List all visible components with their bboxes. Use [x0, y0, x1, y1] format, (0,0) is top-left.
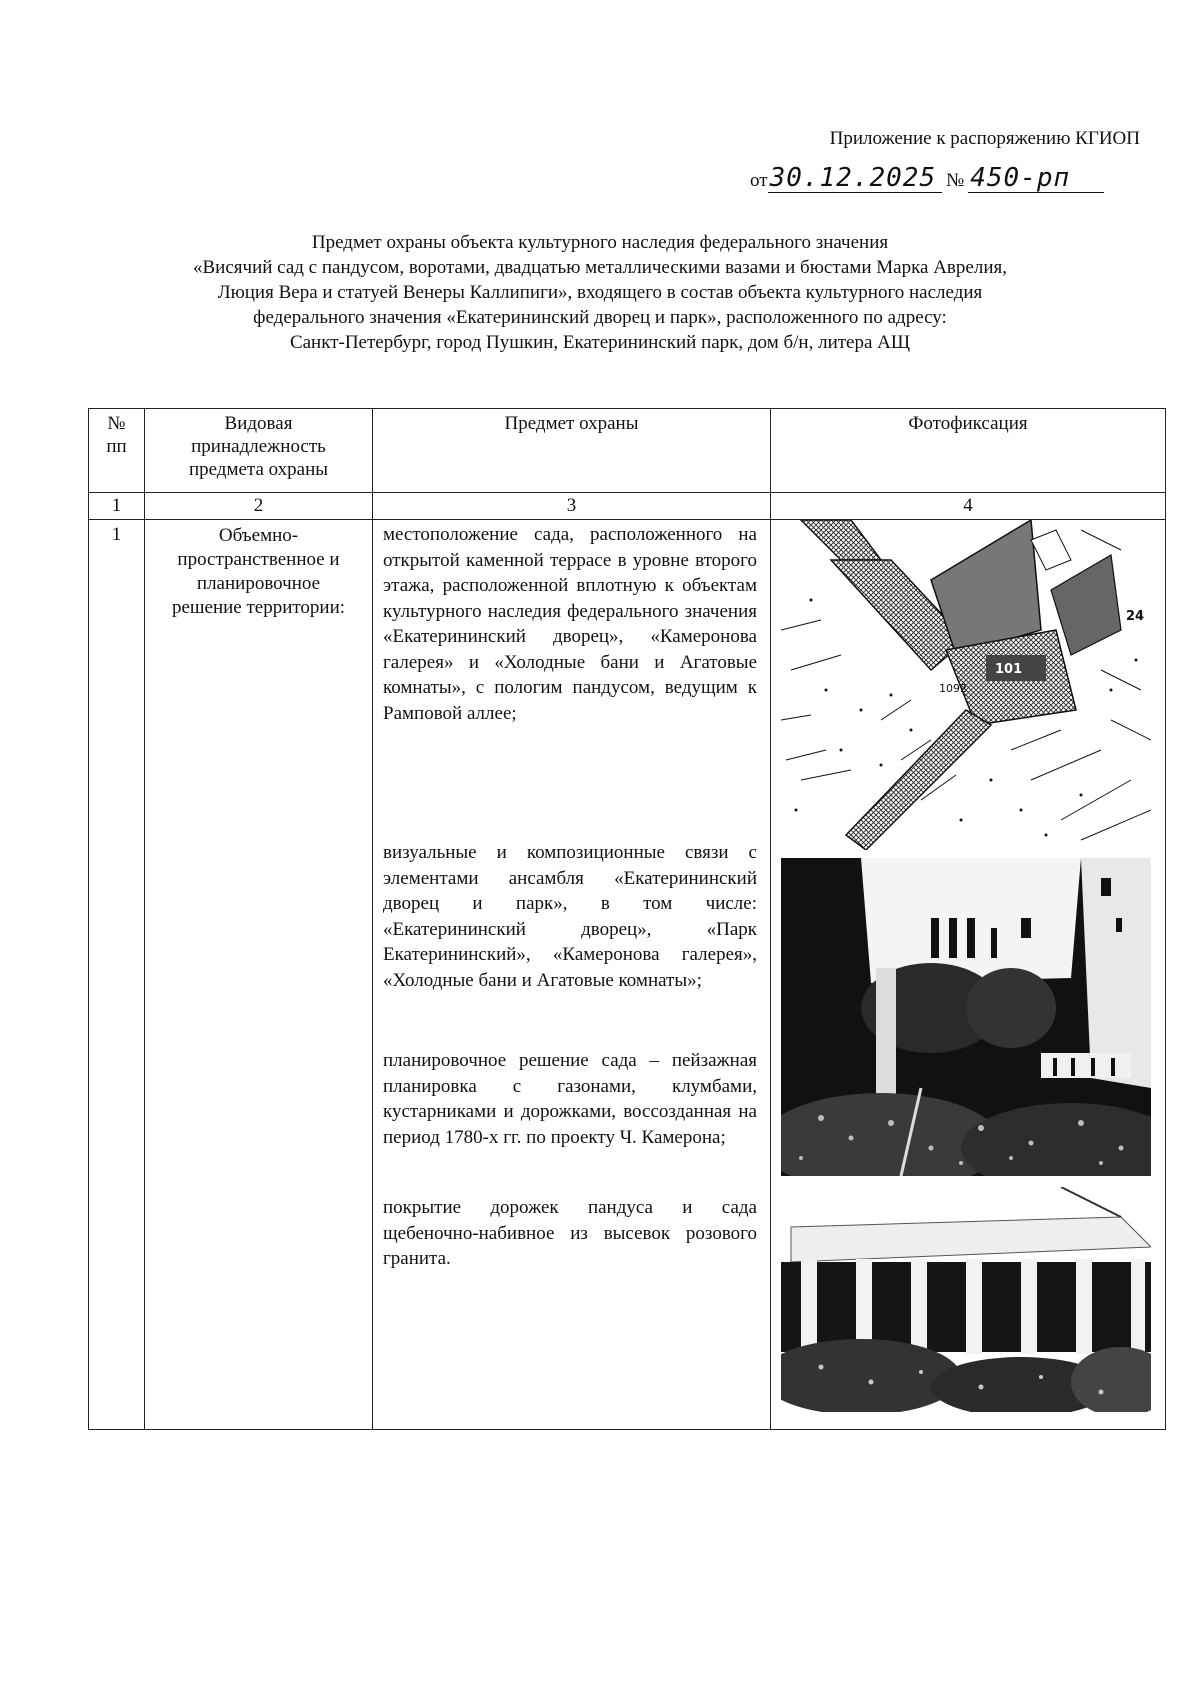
header-type-line: предмета охраны: [188, 459, 329, 480]
column-number: 1: [89, 493, 145, 520]
row-number: 1: [89, 520, 145, 1430]
title-line: Предмет охраны объекта культурного наследия федерального значения: [311, 232, 889, 253]
svg-text:101: 101: [995, 662, 1023, 677]
appendix-caption: Приложение к распоряжению КГИОП: [829, 128, 1140, 149]
map-photo: [781, 520, 1151, 850]
row-subjects: [373, 520, 771, 1430]
header-type: [145, 409, 373, 493]
header-subject: Предмет охраны: [373, 409, 771, 493]
header-type-line: Видовая: [224, 413, 293, 434]
column-number: 3: [373, 493, 771, 520]
document-title: [80, 230, 1120, 355]
cadastral-map-image: [781, 520, 1151, 850]
title-line: федерального значения «Екатерининский дворец и парк», расположенного по адресу:: [253, 307, 947, 328]
colonnade-photo: [781, 1187, 1151, 1412]
map-label: 24: [1126, 609, 1145, 624]
title-line: «Висячий сад с пандусом, воротами, двадцатью металлическими вазами и бюстами Марка Аврелия,: [193, 257, 1007, 278]
column-number: 2: [145, 493, 373, 520]
order-number: 450-рп: [968, 164, 1104, 193]
column-number: 4: [771, 493, 1166, 520]
facade-photo: [781, 858, 1151, 1176]
row-photos: [771, 520, 1166, 1430]
row-type: [145, 520, 373, 1430]
row-type-line: планировочное: [196, 573, 321, 594]
subject-item-paving: покрытие дорожек пандуса и сада щебеночно-набивное из высевок розового гранита.: [383, 1197, 757, 1269]
colonnade-image: [781, 1187, 1151, 1412]
row-type-line: Объемно-: [218, 525, 299, 546]
table-header-row: [89, 409, 1166, 493]
subject-item-planning: планировочное решение сада – пейзажная планировка с газонами, клумбами, кустарниками и дорожками, воссозданная на период 1780-х гг. по проекту Ч. Камерона;: [383, 1050, 757, 1148]
date-prefix: от: [750, 170, 768, 191]
title-line: Люция Вера и статуей Венеры Каллипиги», входящего в состав объекта культурного наследия: [217, 282, 983, 303]
map-label: 1092: [939, 682, 967, 695]
column-number-row: [89, 493, 1166, 520]
order-reference: [750, 164, 1140, 193]
subject-item-visual-links: визуальные и композиционные связи с элементами ансамбля «Екатерининский дворец и парк», в том числе: «Екатерининский дворец», «Парк Екатерининский», «Камеронова галерея», «Холодные бани и Агатовые комнаты»;: [383, 842, 757, 991]
header-photo: Фотофиксация: [771, 409, 1166, 493]
header-type-line: принадлежность: [191, 436, 326, 457]
row-type-line: пространственное и: [177, 549, 340, 570]
table-row: [89, 520, 1166, 1430]
number-prefix: №: [946, 170, 965, 191]
header-number-line: №: [107, 413, 126, 434]
header-number: [89, 409, 145, 493]
order-date: 30.12.2025: [768, 164, 943, 193]
garden-facade-image: [781, 858, 1151, 1176]
appendix-header: [700, 128, 1140, 193]
header-number-line: пп: [106, 436, 127, 457]
title-line: Санкт-Петербург, город Пушкин, Екатерининский парк, дом б/н, литера АЩ: [289, 332, 911, 353]
row-type-line: решение территории:: [171, 597, 346, 618]
subject-item-location: местоположение сада, расположенного на открытой каменной террасе в уровне второго этажа, расположенной вплотную к объектам культурного наследия федерального значения «Екатерининский дворец», «Камеронова галерея» и «Холодные бани и Агатовые комнаты», с пологим пандусом, ведущим к Рамповой аллее;: [383, 524, 757, 724]
protection-subject-table: [88, 408, 1166, 1430]
